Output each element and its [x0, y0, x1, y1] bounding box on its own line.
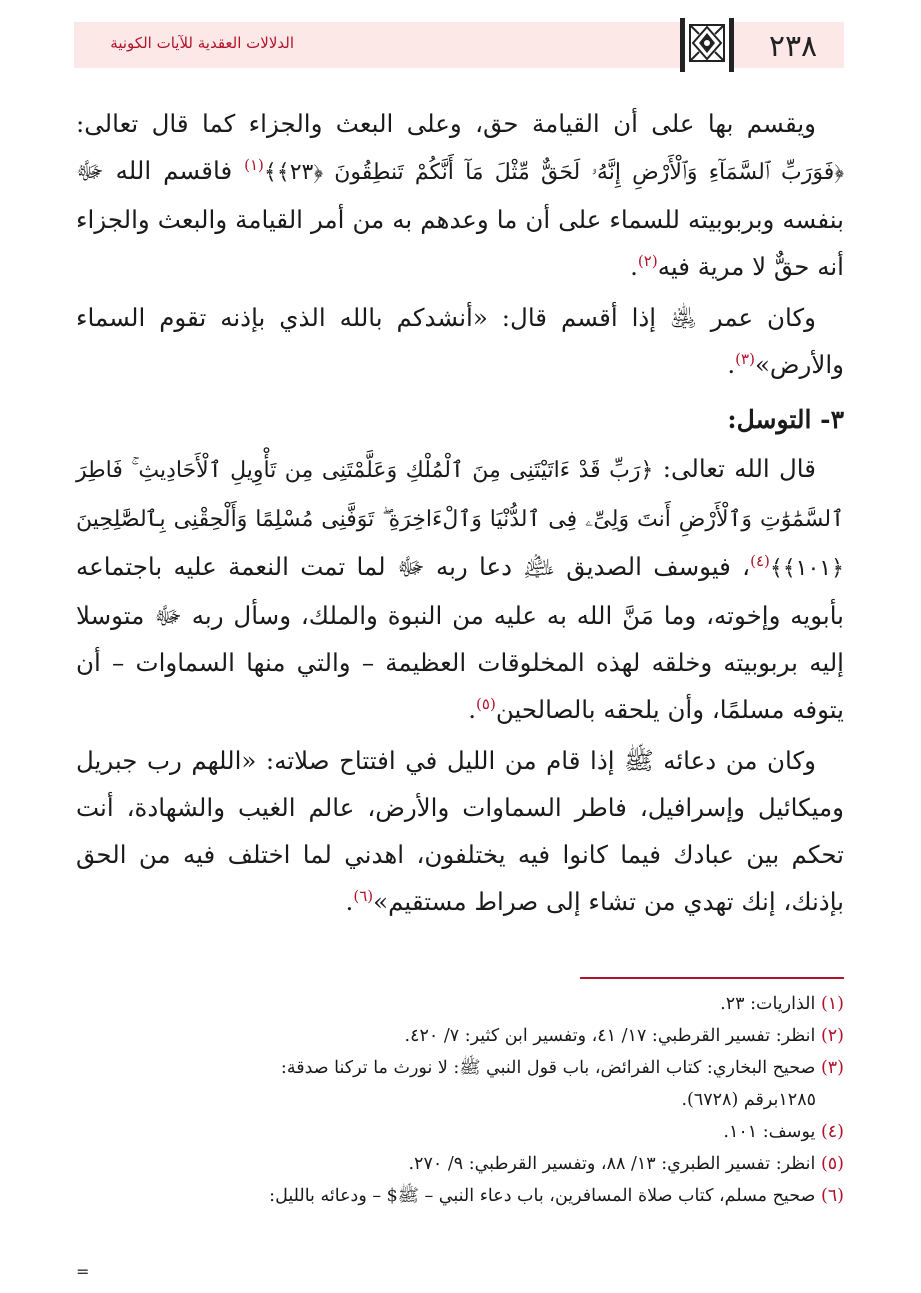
footnote-item: [76, 988, 844, 1020]
paragraph-yusuf: [76, 445, 844, 733]
footnote-ref[interactable]: (١): [244, 155, 264, 174]
footnote-continuation: ١٢٨٥برقم (٦٧٢٨).: [681, 1090, 816, 1110]
paragraph-text: وكان من دعائه ﷺ إذا قام من الليل في افتتاح صلاته: «اللهم رب جبريل وميكائيل وإسرافيل، فاطر السماوات والأرض، عالم الغيب والشهادة، أنت تحكم بين عبادك فيما كانوا فيه يختلفون، اهدني لما اختلف فيه من الحق بإذنك، إنك تهدي من تشاء إلى صراط مستقيم»: [76, 746, 844, 916]
paragraph-text: فاقسم الله ﷻ بنفسه وبربوبيته للسماء على أن ما وعدهم به من أمر القيامة والبعث والجزاء أنه حقٌّ لا مرية فيه: [76, 156, 844, 281]
footnote-ref[interactable]: (٤): [750, 551, 770, 570]
period: .: [727, 350, 736, 379]
footnote-item: [76, 1180, 844, 1212]
footnote-ref[interactable]: (٥): [476, 694, 496, 713]
paragraph-text: قال الله تعالى:: [662, 454, 816, 483]
footnote-number: (٥): [820, 1154, 844, 1174]
quran-verse: ﴿فَوَرَبِّ ٱلسَّمَآءِ وَٱلْأَرْضِ إِنَّهُۥ لَحَقٌّ مِّثْلَ مَآ أَنَّكُمْ تَنطِقُونَ ﴿٢٣﴾﴾: [263, 160, 844, 185]
page-number: ٢٣٨: [768, 29, 818, 64]
footnote-text: صحيح البخاري: كتاب الفرائض، باب قول النبي ﷺ: لا نورث ما تركنا صدقة:: [280, 1058, 816, 1078]
footnote-ref[interactable]: (٦): [353, 886, 374, 905]
footnote-item: [76, 1148, 844, 1180]
footnote-text: الذاريات: ٢٣.: [720, 994, 816, 1014]
period: .: [345, 887, 354, 916]
footnote-number: (٢): [820, 1026, 844, 1046]
footnote-number: (٤): [820, 1122, 844, 1142]
footnote-ref[interactable]: (٣): [735, 349, 755, 368]
footnote-text: صحيح مسلم، كتاب صلاة المسافرين، باب دعاء النبي – ﷺ$ – ودعائه بالليل:: [269, 1186, 816, 1206]
quran-verse: ﴿رَبِّ قَدْ ءَاتَيْتَنِى مِنَ ٱلْمُلْكِ وَعَلَّمْتَنِى مِن تَأْوِيلِ ٱلْأَحَادِيثِ ۚ فَاطِرَ ٱلسَّمَٰوَٰتِ وَٱلْأَرْضِ أَنتَ وَلِىِّۦ فِى ٱلدُّنْيَا وَٱلْءَاخِرَةِ ۖ تَوَفَّنِى مُسْلِمًا وَأَلْحِقْنِى بِٱلصَّٰلِحِينَ ﴿١٠١﴾﴾: [76, 458, 844, 581]
period: .: [468, 695, 477, 724]
paragraph-text: وكان عمر ﵁ إذا أقسم قال: «أنشدكم بالله الذي بإذنه تقوم السماء والأرض»: [76, 303, 844, 379]
footnote-number: (٣): [820, 1058, 844, 1078]
ornament-icon: [680, 18, 734, 72]
paragraph-dua: [76, 737, 844, 925]
footnote-ref[interactable]: (٢): [637, 251, 658, 270]
period: .: [630, 252, 638, 281]
footnote-number: (٦): [820, 1186, 844, 1206]
footnote-number: (١): [820, 994, 844, 1014]
paragraph-text: ، فيوسف الصديق ﵇ دعا ربه ﷻ لما تمت النعمة عليه باجتماعه بأبويه وإخوته، وما مَنَّ الله به عليه من النبوة والملك، وسأل ربه ﷻ متوسلا إليه بربوبيته وخلقه لهذه المخلوقات العظيمة – والتي منها السماوات – أن يتوفه مسلمًا، وأن يلحقه بالصالحين: [76, 552, 844, 724]
footnote-text: انظر: تفسير الطبري: ١٣/ ٨٨، وتفسير القرطبي: ٩/ ٢٧٠.: [408, 1154, 816, 1174]
paragraph-qiyama: [76, 100, 844, 290]
footnote-text: يوسف: ١٠١.: [723, 1122, 816, 1142]
paragraph-umar: [76, 294, 844, 388]
footnote-divider: [580, 977, 844, 979]
footnote-item: [76, 1052, 844, 1084]
section-heading: ٣- التوسل:: [727, 405, 844, 434]
body-text: [76, 100, 844, 929]
running-title: الدلالات العقدية للآيات الكونية: [110, 34, 294, 52]
footnote-item: [76, 1116, 844, 1148]
continuation-mark: =: [76, 1262, 90, 1281]
footnote-text: انظر: تفسير القرطبي: ١٧/ ٤١، وتفسير ابن كثير: ٧/ ٤٢٠.: [404, 1026, 816, 1046]
paragraph-text: ويقسم بها على أن القيامة حق، وعلى البعث والجزاء كما قال تعالى:: [76, 109, 816, 138]
footnote-item: [76, 1020, 844, 1052]
footnotes: [76, 988, 844, 1212]
